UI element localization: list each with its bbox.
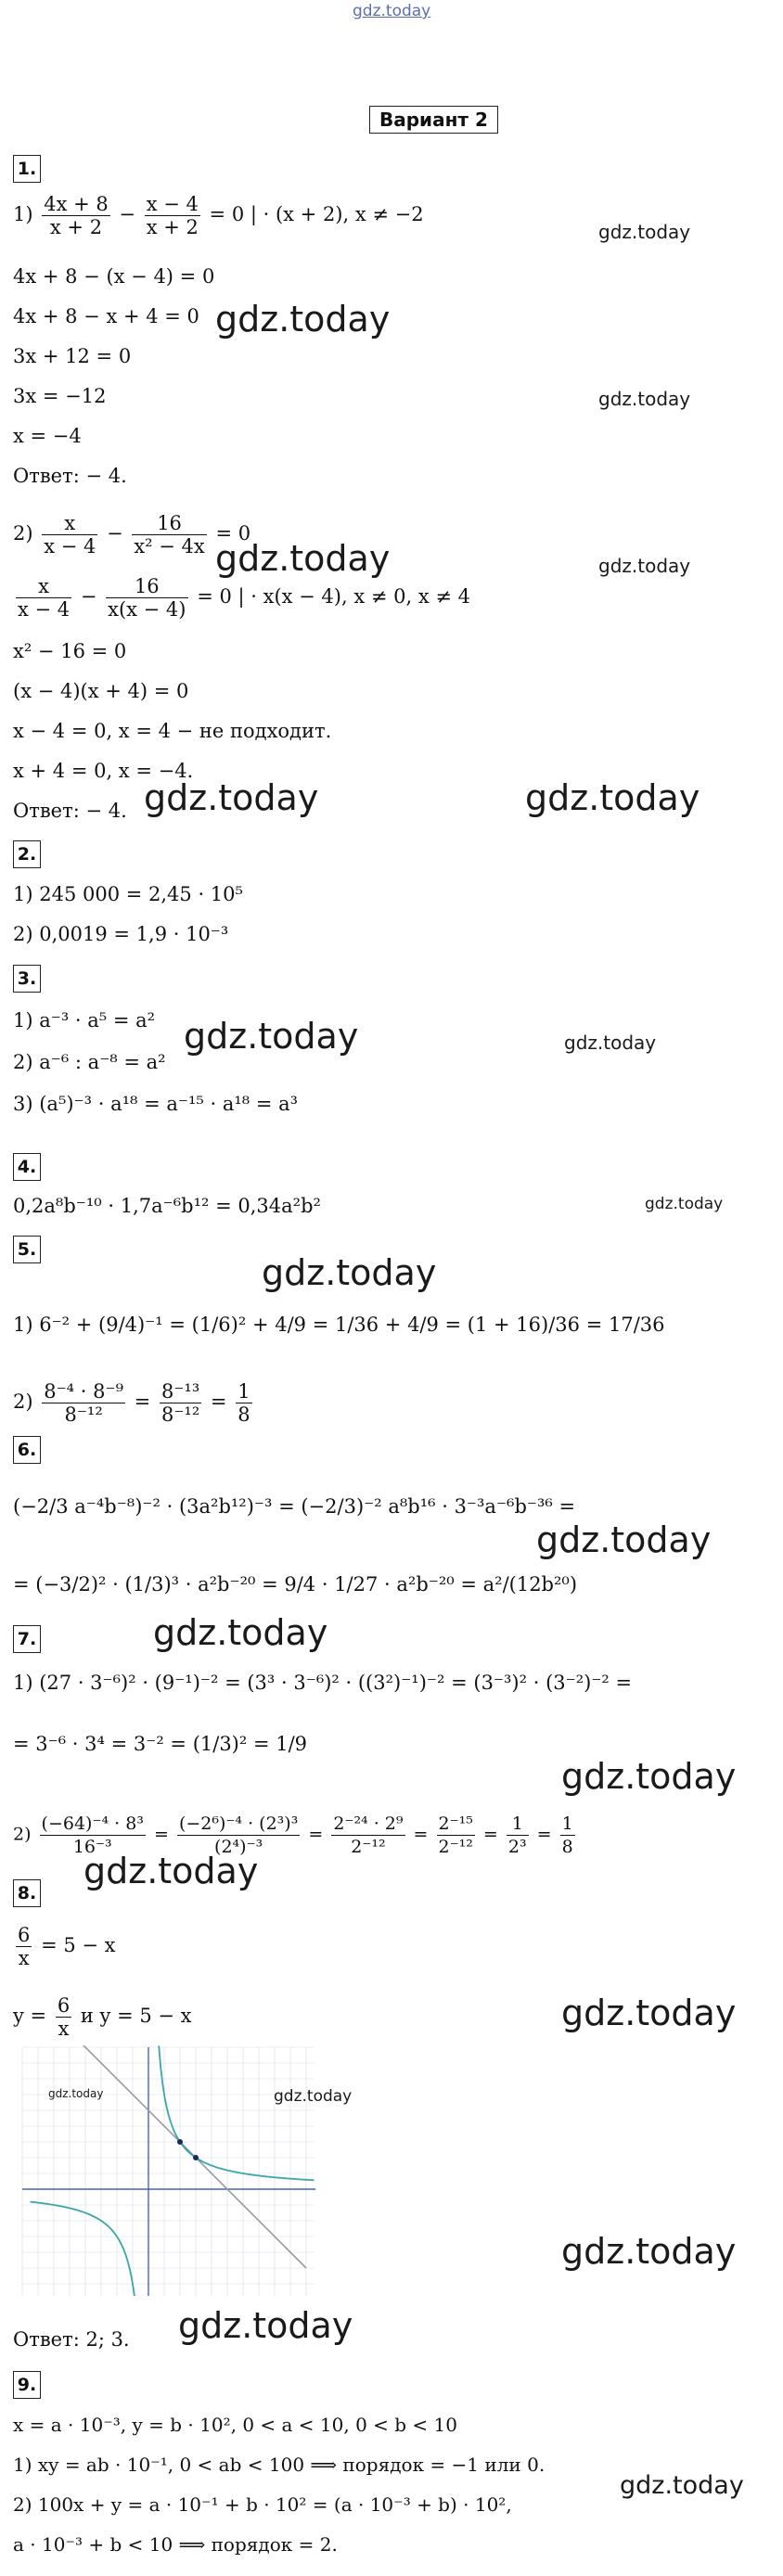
watermark-5: gdz.today (598, 555, 691, 577)
task7-line3: 2) $\frac{\text{(−64)⁻⁴ · 8³}}{\text{16⁻³}}$ = $\frac{\text{(−2⁶)⁻⁴ · (2³)³}}{\text{(2⁴)⁻³}}$ = $\frac{\text{2⁻²⁴ · 2⁹}}{\text{2⁻¹²}}$ = $\frac{\text{2⁻¹⁵}}{\text{2⁻¹²}}$ = $\frac{1}{\text{2³}}$ = $\frac{1}{8}$ (13, 1813, 573, 1857)
watermark-20: gdz.today (178, 2305, 353, 2346)
task-number-2: 2. (13, 840, 41, 868)
watermark-14: gdz.today (561, 1756, 737, 1797)
watermark-7: gdz.today (525, 777, 700, 818)
task9-line2: 1) xy = ab · 10⁻¹, 0 < ab < 100 ⟹ порядок = −1 или 0. (13, 2454, 546, 2476)
task9-line3: 2) 100x + y = a · 10⁻¹ + b · 10² = (a · 10⁻³ + b) · 10², (13, 2493, 512, 2516)
task9-line4: a · 10⁻³ + b < 10 ⟹ порядок = 2. (13, 2533, 338, 2556)
task1-answer1: Ответ: − 4. (13, 465, 127, 487)
watermark-2: gdz.today (215, 299, 391, 340)
task-number-9: 9. (13, 2371, 41, 2399)
task1-line3: 4x + 8 − x + 4 = 0 (13, 305, 199, 327)
task8-answer: Ответ: 2; 3. (13, 2328, 130, 2351)
watermark-18: gdz.today (48, 2087, 104, 2100)
task1-line5: 3x = −12 (13, 385, 107, 407)
task-number-8: 8. (13, 1879, 41, 1907)
task8-line2: y = $\frac{6}{x}$ и y = 5 − x (13, 1994, 192, 2040)
watermark-16: gdz.today (561, 1993, 737, 2033)
task2-line2: 2) 0,0019 = 1,9 · 10⁻³ (13, 923, 229, 945)
task-number-7: 7. (13, 1625, 41, 1653)
task5-line1: 1) 6⁻² + (9/4)⁻¹ = (1/6)² + 4/9 = 1/36 + 4/9 = (1 + 16)/36 = 17/36 (13, 1314, 665, 1336)
watermark-top: gdz.today (353, 2, 431, 20)
task-number-4: 4. (13, 1153, 41, 1181)
variant-title: Вариант 2 (369, 106, 498, 134)
watermark-3: gdz.today (598, 388, 691, 410)
watermark-4: gdz.today (215, 538, 391, 579)
task-number-3: 3. (13, 965, 41, 993)
watermark-21: gdz.today (620, 2471, 744, 2500)
task1-line4: 3x + 12 = 0 (13, 345, 132, 367)
task-number-1: 1. (13, 155, 41, 183)
task-number-6: 6. (13, 1436, 41, 1464)
task1-line9: x² − 16 = 0 (13, 640, 127, 662)
watermark-15: gdz.today (83, 1851, 259, 1891)
task3-line1: 1) a⁻³ · a⁵ = a² (13, 1009, 156, 1032)
intersection-point (177, 2139, 183, 2145)
task9-line1: x = a · 10⁻³, y = b · 10², 0 < a < 10, 0 < b < 10 (13, 2414, 457, 2436)
function-graph (19, 2045, 325, 2296)
watermark-10: gdz.today (645, 1195, 724, 1213)
task3-line2: 2) a⁻⁶ : a⁻⁸ = a² (13, 1051, 166, 1073)
task6-line2: = (−3/2)² · (1/3)³ · a²b⁻²⁰ = 9/4 · 1/27 · a²b⁻²⁰ = a²/(12b²⁰) (13, 1573, 578, 1596)
task4-line1: 0,2a⁸b⁻¹⁰ · 1,7a⁻⁶b¹² = 0,34a²b² (13, 1195, 321, 1217)
task1-answer2: Ответ: − 4. (13, 800, 127, 822)
watermark-9: gdz.today (564, 1032, 657, 1054)
task1-line7: 2) $\frac{x}{x - 4}$ − $\frac{16}{\text{x² − 4x}}$ = 0 (13, 512, 251, 557)
series-hyperbola-left (31, 2202, 137, 2296)
task1-line12: x + 4 = 0, x = −4. (13, 760, 194, 782)
intersection-point (193, 2155, 199, 2160)
watermark-17: gdz.today (274, 2087, 353, 2106)
task-number-5: 5. (13, 1236, 41, 1263)
task2-line1: 1) 245 000 = 2,45 · 10⁵ (13, 883, 243, 905)
task1-line11: x − 4 = 0, x = 4 − не подходит. (13, 720, 332, 742)
task6-line1: (−2/3 a⁻⁴b⁻⁸)⁻² · (3a²b¹²)⁻³ = (−2/3)⁻² a⁸b¹⁶ · 3⁻³a⁻⁶b⁻³⁶ = (13, 1495, 576, 1518)
watermark-11: gdz.today (262, 1252, 437, 1293)
task7-line1: 1) (27 · 3⁻⁶)² · (9⁻¹)⁻² = (3³ · 3⁻⁶)² · ((3²)⁻¹)⁻² = (3⁻³)² · (3⁻²)⁻² = (13, 1672, 633, 1694)
task5-line2: 2) $\frac{\text{8⁻⁴ · 8⁻⁹}}{\text{8⁻¹²}}$ = $\frac{\text{8⁻¹³}}{\text{8⁻¹²}}$ = $\frac{1}{8}$ (13, 1380, 250, 1426)
task7-line2: = 3⁻⁶ · 3⁴ = 3⁻² = (1/3)² = 1/9 (13, 1733, 308, 1755)
series-hyperbola-right (159, 2046, 314, 2181)
task1-line10: (x − 4)(x + 4) = 0 (13, 680, 189, 702)
task3-line3: 3) (a⁵)⁻³ · a¹⁸ = a⁻¹⁵ · a¹⁸ = a³ (13, 1093, 299, 1115)
watermark-12: gdz.today (536, 1519, 712, 1560)
task1-line6: x = −4 (13, 425, 82, 447)
task1-line1: 1) $\frac{4x + 8}{x + 2}$ − $\frac{x - 4}{x + 2}$ = 0 | · (x + 2), x ≠ −2 (13, 193, 424, 238)
task1-line8: $\frac{x}{x - 4}$ − $\frac{16}{x(x - 4)}$ = 0 | · x(x − 4), x ≠ 0, x ≠ 4 (18, 575, 470, 621)
watermark-13: gdz.today (153, 1612, 328, 1653)
watermark-6: gdz.today (144, 777, 319, 818)
watermark-8: gdz.today (184, 1016, 359, 1057)
task8-line1: $\frac{6}{x}$ = 5 − x (18, 1924, 116, 1969)
task1-line2: 4x + 8 − (x − 4) = 0 (13, 265, 215, 288)
watermark-1: gdz.today (598, 221, 691, 243)
watermark-19: gdz.today (561, 2231, 737, 2272)
